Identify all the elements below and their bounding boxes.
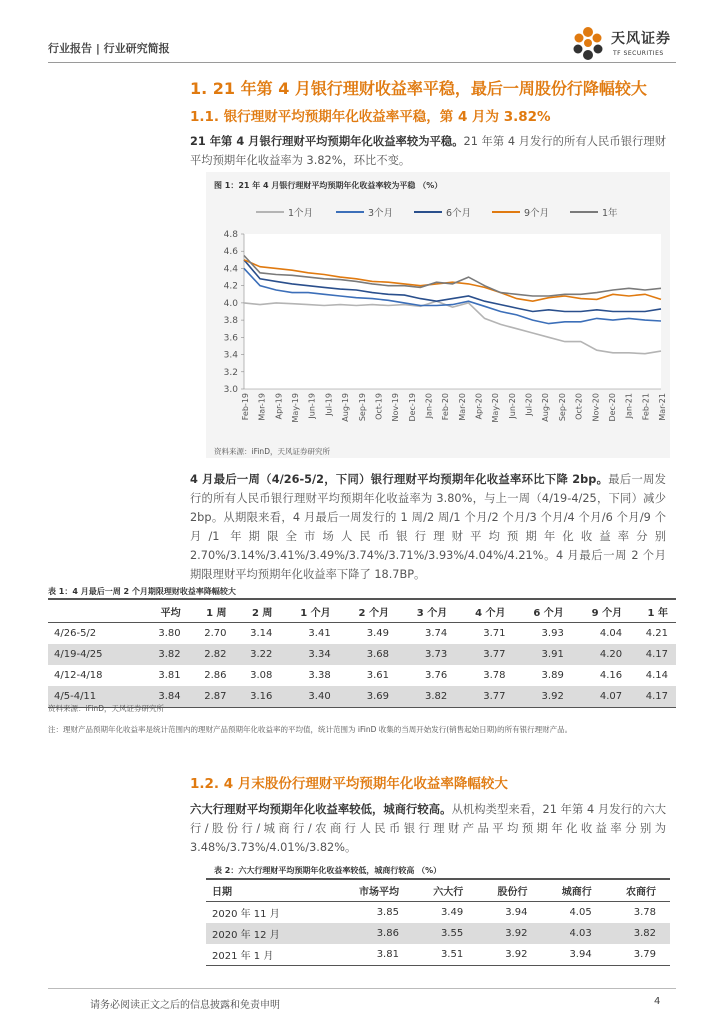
table-cell: 3.76 — [424, 670, 448, 681]
table-cell: 3.86 — [334, 923, 413, 944]
table1-header-cell: 3 个月 — [397, 600, 455, 623]
table-cell: 3.94 — [541, 944, 605, 966]
table-cell: 3.41 — [308, 628, 331, 639]
table-cell: 4.05 — [569, 907, 592, 918]
x-tick-label: Jan-21 — [624, 393, 634, 419]
table-2-title: 表 2：六大行理财平均预期年化收益率较低，城商行较高 （%） — [214, 866, 442, 875]
table1-header-cell: 平均 — [143, 600, 189, 623]
table-1-note: 注：理财产品预期年化收益率是统计范围内的理财产品预期年化收益率的平均值，统计范围为 iFinD 收集的当周开始发行(销售起始日期)的所有银行理财产品。 — [48, 725, 573, 734]
paragraph-2-bold: 4 月最后一周（4/26-5/2，下同）银行理财平均预期年化收益率环比下降 2bp。 — [190, 473, 609, 486]
table1-header-cell: 2 个月 — [339, 600, 397, 623]
table2-header-cell: 农商行 — [606, 880, 670, 902]
table-cell: 2.86 — [204, 670, 227, 681]
y-tick-label: 3.8 — [223, 316, 238, 327]
table-cell: 3.80 — [158, 628, 181, 639]
table-cell: 2020 年 12 月 — [206, 923, 334, 944]
x-tick-label: Nov-19 — [391, 393, 401, 422]
table-cell: 4.03 — [541, 923, 605, 944]
table-1-source: 资料来源：iFinD，天风证券研究所 — [48, 704, 164, 713]
table-cell: 3.16 — [235, 686, 281, 708]
y-tick-label: 3.0 — [223, 385, 238, 395]
x-tick-label: Jul-20 — [524, 393, 534, 416]
table-row — [206, 944, 670, 966]
paragraph-1-bold: 21 年第 4 月银行理财平均预期年化收益率较为平稳。 — [190, 135, 464, 148]
figure-1-title: 图 1：21 年 4 月银行理财平均预期年化收益率较为平稳 （%） — [214, 181, 443, 190]
table1-header-cell: 9 个月 — [572, 600, 630, 623]
table-cell: 3.92 — [477, 944, 541, 966]
x-tick-label: Jun-20 — [507, 393, 517, 419]
table-row — [206, 902, 670, 924]
table-cell: 4.21 — [645, 628, 668, 639]
table-cell: 2.70 — [204, 628, 227, 639]
table-2 — [206, 880, 670, 966]
table-row — [206, 923, 670, 944]
paragraph-1 — [190, 132, 666, 170]
table-cell: 3.77 — [455, 644, 513, 665]
table2-header-cell: 股份行 — [477, 880, 541, 902]
table-cell: 2021 年 1 月 — [206, 944, 334, 966]
y-tick-label: 4.8 — [223, 230, 238, 240]
y-tick-label: 4.2 — [223, 281, 238, 292]
y-tick-label: 3.4 — [223, 350, 238, 361]
table1-header-cell: 2 周 — [235, 600, 281, 623]
x-tick-label: Mar-19 — [257, 393, 267, 421]
table-cell: 3.61 — [366, 670, 389, 681]
table-cell: 4.17 — [630, 644, 676, 665]
table1-header-cell: 4 个月 — [455, 600, 513, 623]
table-cell: 4/26-5/2 — [54, 628, 97, 639]
table2-header-cell: 市场平均 — [334, 880, 413, 902]
table-cell: 4.20 — [572, 644, 630, 665]
table-cell: 4.17 — [630, 686, 676, 708]
table-cell: 3.94 — [505, 907, 528, 918]
table-cell: 3.38 — [308, 670, 331, 681]
table-cell: 4.07 — [572, 686, 630, 708]
table2-header-cell: 六大行 — [413, 880, 477, 902]
table-cell: 3.78 — [633, 907, 656, 918]
x-tick-label: Dec-19 — [407, 393, 417, 422]
x-tick-label: May-20 — [491, 393, 501, 423]
table-cell: 3.92 — [477, 923, 541, 944]
logo-chinese-text: 天风证券 — [611, 31, 671, 47]
table1-header-row — [48, 600, 676, 623]
table-cell: 3.82 — [397, 686, 455, 708]
table-cell: 3.08 — [250, 670, 273, 681]
table-cell: 4/5-4/11 — [48, 686, 143, 708]
table-cell: 3.82 — [606, 923, 670, 944]
table-cell: 3.91 — [514, 644, 572, 665]
table2-header-row — [206, 880, 670, 902]
table2-header-cell: 城商行 — [541, 880, 605, 902]
x-tick-label: Aug-20 — [541, 393, 551, 422]
x-tick-label: Jul-19 — [324, 393, 334, 416]
table-cell: 3.85 — [376, 907, 399, 918]
table-cell: 3.14 — [250, 628, 273, 639]
table-1 — [48, 600, 676, 708]
table1-header-cell: 1 年 — [630, 600, 676, 623]
table-cell: 3.77 — [455, 686, 513, 708]
table-cell: 2.82 — [189, 644, 235, 665]
x-tick-label: Sep-19 — [357, 393, 367, 422]
x-tick-label: Aug-19 — [341, 393, 351, 422]
table-1-title: 表 1：4 月最后一周 2 个月期限理财收益率降幅较大 — [48, 587, 236, 596]
table-cell: 3.84 — [143, 686, 189, 708]
paragraph-3-bold: 六大行理财平均预期年化收益率较低，城商行较高。 — [190, 803, 452, 816]
table1-header-cell — [48, 600, 143, 623]
table-cell: 3.69 — [339, 686, 397, 708]
table1-header-cell: 6 个月 — [514, 600, 572, 623]
table-row — [48, 644, 676, 665]
legend-label: 1年 — [602, 208, 618, 219]
section-heading-1: 1. 21 年第 4 月银行理财收益率平稳，最后一周股份行降幅较大 — [190, 79, 647, 98]
table1-header-cell: 1 个月 — [280, 600, 338, 623]
section-heading-1-2: 1.2. 4 月末股份行理财平均预期年化收益率降幅较大 — [190, 776, 508, 792]
section-heading-1-1: 1.1. 银行理财平均预期年化收益率平稳，第 4 月为 3.82% — [190, 109, 551, 125]
table-cell: 3.82 — [143, 644, 189, 665]
footer-divider — [48, 988, 676, 989]
table-cell: 3.49 — [440, 907, 464, 918]
x-tick-label: Feb-21 — [641, 393, 651, 421]
y-tick-label: 3.6 — [223, 333, 238, 344]
legend-label: 3个月 — [368, 208, 394, 219]
table-cell: 3.40 — [280, 686, 338, 708]
table-cell: 3.81 — [334, 944, 413, 966]
x-tick-label: Feb-19 — [241, 393, 250, 421]
table-cell: 3.55 — [413, 923, 477, 944]
x-tick-label: Apr-19 — [274, 393, 284, 420]
x-tick-label: Oct-19 — [374, 393, 384, 420]
legend-label: 6个月 — [446, 208, 472, 219]
legend-label: 1个月 — [288, 208, 314, 219]
figure-1-source: 资料来源：iFinD，天风证券研究所 — [214, 447, 330, 456]
y-tick-label: 4.6 — [223, 247, 238, 258]
table1-header-cell: 1 周 — [189, 600, 235, 623]
table-row — [48, 665, 676, 686]
logo-flower-icon — [568, 24, 608, 64]
table-row — [48, 623, 676, 645]
figure-1-chart — [206, 192, 670, 442]
table-cell: 4.04 — [599, 628, 623, 639]
plot-area — [244, 234, 661, 389]
table-cell: 3.68 — [339, 644, 397, 665]
x-tick-label: Apr-20 — [474, 393, 484, 420]
paragraph-3-text: 从机构类型来看，21 年第 4 月发行的六大行/股份行/城商行/农商行人民币银行理财产品平均预期年化收益率分别为 3.48%/3.73%/4.01%/3.82%。 — [190, 803, 666, 854]
paragraph-1-text: 21 年第 4 月发行的所有人民币银行理财平均预期年化收益率为 3.82%，环比不变。 — [190, 135, 666, 167]
table2-header-cell: 日期 — [206, 880, 334, 902]
header-divider — [48, 62, 676, 63]
x-tick-label: May-19 — [291, 393, 301, 423]
x-tick-label: Sep-20 — [557, 393, 567, 422]
y-tick-label: 4.4 — [223, 264, 238, 275]
table-cell: 3.78 — [483, 670, 506, 681]
table-cell: 3.51 — [413, 944, 477, 966]
y-tick-label: 3.2 — [223, 367, 238, 378]
x-tick-label: Mar-21 — [658, 393, 667, 421]
table-cell: 3.34 — [280, 644, 338, 665]
table-cell: 3.89 — [541, 670, 564, 681]
page-number: 4 — [654, 996, 661, 1007]
table-cell: 4/19-4/25 — [48, 644, 143, 665]
paragraph-2-text: 最后一周发行的所有人民币银行理财平均预期年化收益率为 3.80%，与上一周（4/19-4/25，下同）减少 2bp。从期限来看，4 月最后一周发行的 1 周/2 周/1 个月/2 个月/3 个月/4 个月/6 个月/9 个月/1 年期限全市场人民币银行理财平均预期年化收益率分别 2.70%/3.14%/3.41%/3.49%/3.74%/3.71%/3.93%/4.04%/4.21%。4 月最后一周 2 个月期限理财平均预期年化收益率下降了 18.7BP。 — [190, 473, 666, 581]
table-cell: 3.93 — [541, 628, 564, 639]
x-tick-label: Nov-20 — [591, 393, 601, 422]
x-tick-label: Mar-20 — [457, 393, 467, 421]
x-tick-label: Jun-19 — [307, 393, 317, 419]
footer-disclaimer: 请务必阅读正文之后的信息披露和免责申明 — [90, 1000, 280, 1011]
table-cell: 3.71 — [483, 628, 506, 639]
table-cell: 4.16 — [599, 670, 623, 681]
table-cell: 3.92 — [514, 686, 572, 708]
table-cell: 4.14 — [645, 670, 668, 681]
report-type-label: 行业报告 | 行业研究简报 — [48, 42, 170, 55]
table-cell: 2.87 — [189, 686, 235, 708]
table-cell: 3.81 — [158, 670, 181, 681]
y-tick-label: 4.0 — [223, 298, 238, 309]
table-cell: 3.79 — [606, 944, 670, 966]
table-cell: 3.22 — [235, 644, 281, 665]
logo-english-text: TF SECURITIES — [613, 50, 664, 57]
paragraph-3 — [190, 800, 666, 857]
x-tick-label: Dec-20 — [607, 393, 617, 422]
table-cell: 2020 年 11 月 — [212, 909, 280, 920]
table-cell: 3.49 — [366, 628, 389, 639]
legend-label: 9个月 — [524, 208, 550, 219]
table-cell: 3.73 — [397, 644, 455, 665]
x-tick-label: Feb-20 — [441, 393, 451, 421]
x-tick-label: Jan-20 — [424, 393, 434, 419]
table-cell: 4/12-4/18 — [54, 670, 103, 681]
x-tick-label: Oct-20 — [574, 393, 584, 420]
paragraph-2 — [190, 470, 666, 584]
table-cell: 3.74 — [424, 628, 448, 639]
